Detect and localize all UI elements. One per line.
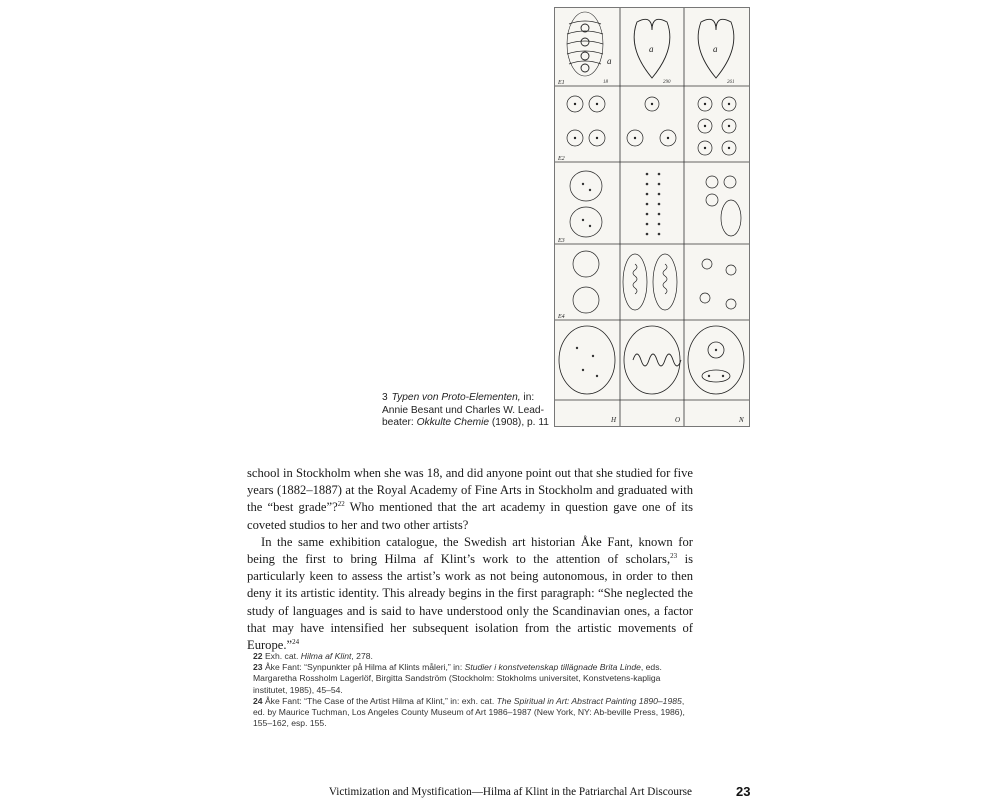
footnote-23 — [253, 662, 693, 696]
footer-label-3: N — [739, 416, 744, 424]
row-label-3: E3 — [558, 238, 565, 244]
caption-rest1: in: — [520, 392, 535, 403]
proto-elements-plate — [555, 8, 749, 426]
body-text — [247, 465, 693, 654]
paragraph-1-text-a: school in Stockholm when she was 18, and did anyone point out that she studied for five years (1882–1887) at the Royal Academy of Fine Arts in Stockholm and graduated with the “best grade”? — [247, 466, 693, 515]
cell-letter-2: a — [649, 44, 654, 54]
paragraph-1 — [247, 465, 693, 534]
row-label-1: E1 — [558, 80, 565, 86]
footnote-23-text-a: Åke Fant: “Synpunkter på Hilma af Klints måleri,” in: — [262, 662, 465, 673]
cell-number-1: 18 — [603, 80, 608, 85]
cell-number-3: 261 — [727, 80, 735, 85]
footnote-ref-23[interactable]: 23 — [670, 552, 678, 561]
footnote-24 — [253, 696, 693, 730]
caption-authors: Annie Besant und Charles W. Lead-beater: — [382, 404, 544, 429]
footnote-24-number: 24 — [253, 695, 263, 706]
figure-proto-elements — [554, 7, 750, 427]
row-label-2: E2 — [558, 156, 565, 162]
footnote-23-number: 23 — [253, 662, 263, 673]
footnote-22-text-b: , 278. — [351, 651, 373, 661]
page-number: 23 — [736, 784, 751, 799]
footnote-23-text-b: , eds. Margaretha Rossholm Lagerlöf, Birgitta Sandström (Stockholm: Stokholms universitet, Konstvetens-kapliga institutet, 1985), 45–54. — [253, 662, 662, 695]
paragraph-2 — [247, 534, 693, 654]
footnote-22 — [253, 651, 693, 662]
paragraph-2-text-a: In the same exhibition catalogue, the Swedish art historian Åke Fant, known for being the first to bring Hilma af Klint’s work to the attention of scholars, — [247, 534, 693, 567]
paragraph-1-text-b: Who mentioned that the art academy in question gave one of its coveted studios to her and two other artists? — [247, 500, 693, 532]
footer-label-2: O — [675, 416, 681, 424]
footer-label-1: H — [611, 416, 617, 424]
caption-title: Typen von Proto-Elementen, — [391, 392, 521, 403]
footnote-24-text-a: Åke Fant: “The Case of the Artist Hilma af Klint,” in: exh. cat. — [262, 695, 497, 706]
footnote-24-text-b: , ed. by Maurice Tuchman, Los Angeles County Museum of Art 1986–1987 (New York, NY: Ab-beville Press, 1986), 155–162, esp. 155. — [253, 695, 685, 729]
footnote-22-number: 22 — [253, 651, 263, 661]
footnote-22-italic: Hilma af Klint — [300, 651, 352, 661]
cell-number-2: 290 — [663, 80, 671, 85]
footnote-22-text-a: Exh. cat. — [262, 651, 301, 661]
cell-letter-1: a — [607, 56, 612, 66]
running-head: Victimization and Mystification—Hilma af Klint in the Patriarchal Art Discourse — [328, 786, 692, 798]
caption-rest2: (1908), p. 11 — [489, 417, 549, 429]
paragraph-2-text-b: is particularly keen to assess the artist’s work as not being autonomous, in order to then deny it its artistic identity. This already begins in the first paragraph: “She neglected the study of languages and is said to have understood only the Scandinavian ones, a factor that may have intensified her subsequent isolation from the artistic movements of Europe.” — [247, 552, 693, 653]
footnote-ref-22[interactable]: 22 — [337, 500, 345, 509]
footnote-24-italic: The Spiritual in Art: Abstract Painting 1890–1985 — [496, 695, 682, 706]
footnotes — [253, 651, 693, 729]
row-label-4: E4 — [558, 314, 565, 320]
figure-caption — [382, 392, 552, 430]
cell-letter-3: a — [713, 44, 718, 54]
caption-book: Okkulte Chemie — [416, 417, 490, 429]
caption-number: 3 — [382, 392, 388, 403]
footnote-23-italic: Studier i konstvetenskap tillägnade Brita Linde — [464, 662, 641, 673]
footnote-ref-24[interactable]: 24 — [292, 638, 300, 647]
